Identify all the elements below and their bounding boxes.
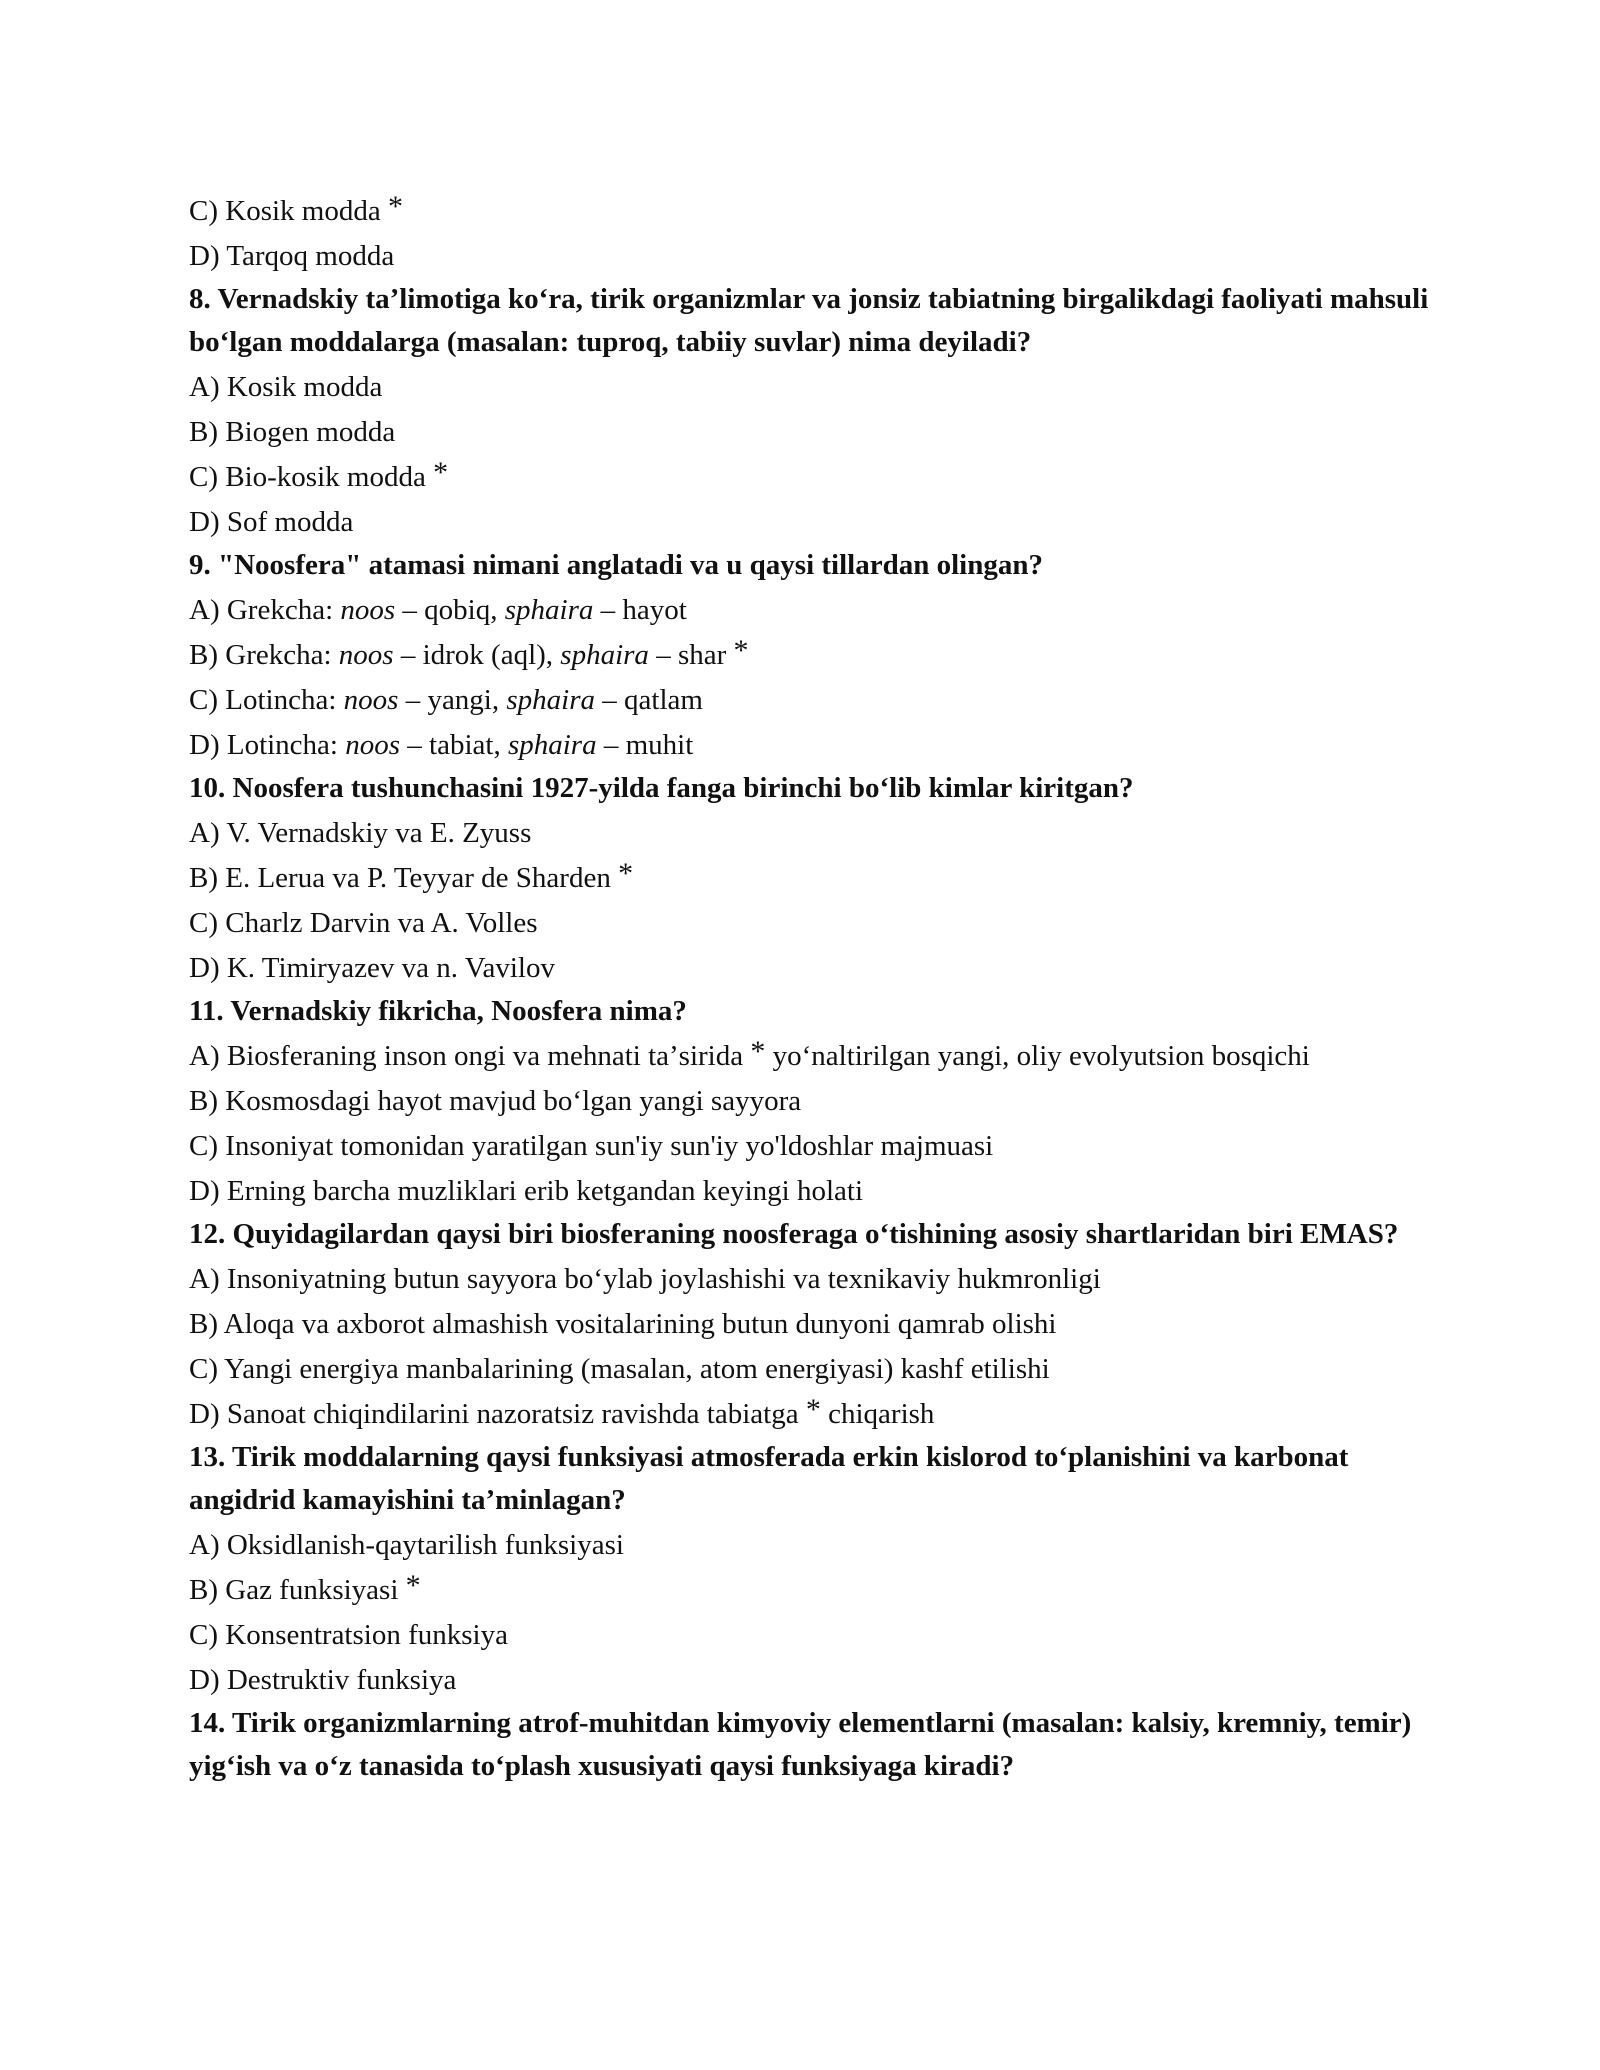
answer-option bbox=[189, 1256, 1429, 1301]
answer-option bbox=[189, 1168, 1429, 1213]
option-text: A) Biosferaning inson ongi va mehnati taʼsirida bbox=[189, 1040, 744, 1072]
question-text: 10. Noosfera tushunchasini 1927-yilda fanga birinchi boʻlib kimlar kiritgan? bbox=[189, 772, 1134, 804]
italic-term: sphaira bbox=[506, 684, 596, 716]
answer-option bbox=[189, 677, 1429, 722]
italic-term: sphaira bbox=[560, 639, 649, 671]
option-text: C) Charlz Darvin va A. Volles bbox=[189, 907, 538, 939]
option-text: – qatlam bbox=[595, 684, 703, 716]
option-text-continued: yoʻnaltirilgan yangi, oliy evolyutsion bosqichi bbox=[765, 1040, 1310, 1072]
option-text: D) Sanoat chiqindilarini nazoratsiz ravishda tabiatga bbox=[189, 1398, 799, 1430]
option-text: B) Kosmosdagi hayot mavjud boʻlgan yangi sayyora bbox=[189, 1085, 802, 1117]
answer-option bbox=[189, 1346, 1429, 1391]
question-text: 13. Tirik moddalarning qaysi funksiyasi atmosferada erkin kislorod toʻplanishini va karbonat angidrid kamayishini taʼminlagan? bbox=[189, 1441, 1349, 1516]
answer-option bbox=[189, 1612, 1429, 1657]
correct-answer-marker: * bbox=[405, 1569, 421, 1602]
question-text: 14. Tirik organizmlarning atrof-muhitdan kimyoviy elementlarni (masalan: kalsiy, kremniy, temir) yigʻish va oʻz tanasida toʻplash xususiyati qaysi funksiyaga kiradi? bbox=[189, 1707, 1412, 1782]
option-text: A) Grekcha: bbox=[189, 594, 341, 626]
answer-option bbox=[189, 1567, 1429, 1612]
option-text: B) Biogen modda bbox=[189, 416, 396, 448]
italic-term: noos bbox=[343, 684, 399, 716]
option-text: A) Oksidlanish-qaytarilish funksiyasi bbox=[189, 1529, 624, 1561]
option-text: – hayot bbox=[593, 594, 687, 626]
option-text: B) Grekcha: bbox=[189, 639, 339, 671]
answer-option bbox=[189, 810, 1429, 855]
option-text: B) Gaz funksiyasi bbox=[189, 1574, 399, 1606]
option-text: D) Erning barcha muzliklari erib ketgandan keyingi holati bbox=[189, 1175, 864, 1207]
correct-answer-marker: * bbox=[733, 634, 749, 667]
option-text: C) Konsentratsion funksiya bbox=[189, 1619, 508, 1651]
option-text: C) Lotincha: bbox=[189, 684, 344, 716]
answer-option bbox=[189, 1123, 1429, 1168]
option-text: D) Sof modda bbox=[189, 506, 354, 538]
option-text: C) Kosik modda bbox=[189, 195, 381, 227]
correct-answer-marker: * bbox=[750, 1035, 766, 1068]
italic-term: noos bbox=[340, 594, 396, 626]
option-text: – idrok (aql), bbox=[393, 639, 561, 671]
correct-answer-marker: * bbox=[433, 456, 449, 489]
option-text: A) Insoniyatning butun sayyora boʻylab joylashishi va texnikaviy hukmronligi bbox=[189, 1263, 1101, 1295]
option-text: D) K. Timiryazev va n. Vavilov bbox=[189, 952, 555, 984]
option-text: – muhit bbox=[596, 729, 694, 761]
answer-option bbox=[189, 409, 1429, 454]
answer-option bbox=[189, 900, 1429, 945]
question-text: 9. "Noosfera" atamasi nimani anglatadi va u qaysi tillardan olingan? bbox=[189, 549, 1043, 581]
option-text: – qobiq, bbox=[395, 594, 505, 626]
option-text: – shar bbox=[648, 639, 727, 671]
option-text: B) Aloqa va axborot almashish vositalarining butun dunyoni qamrab olishi bbox=[189, 1308, 1057, 1340]
answer-option bbox=[189, 855, 1429, 900]
answer-option bbox=[189, 1301, 1429, 1346]
option-text: A) V. Vernadskiy va E. Zyuss bbox=[189, 817, 532, 849]
answer-option bbox=[189, 587, 1429, 632]
italic-term: noos bbox=[338, 639, 394, 671]
option-text: C) Bio-kosik modda bbox=[189, 461, 426, 493]
answer-option bbox=[189, 1033, 1429, 1078]
italic-term: sphaira bbox=[507, 729, 597, 761]
option-text: – tabiat, bbox=[400, 729, 508, 761]
correct-answer-marker: * bbox=[618, 857, 634, 890]
option-text-continued: chiqarish bbox=[820, 1398, 935, 1430]
option-text: D) Lotincha: bbox=[189, 729, 346, 761]
question-text: 12. Quyidagilardan qaysi biri biosferaning noosferaga oʻtishining asosiy shartlaridan biri EMAS? bbox=[189, 1218, 1399, 1250]
quiz-content bbox=[189, 188, 1429, 1788]
answer-option bbox=[189, 632, 1429, 677]
answer-option bbox=[189, 188, 1429, 233]
question-text: 8. Vernadskiy taʼlimotiga koʻra, tirik organizmlar va jonsiz tabiatning birgalikdagi faoliyati mahsuli boʻlgan moddalarga (masalan: tuproq, tabiiy suvlar) nima deyiladi? bbox=[189, 283, 1429, 358]
option-text: D) Tarqoq modda bbox=[189, 240, 395, 272]
answer-option bbox=[189, 1657, 1429, 1702]
answer-option bbox=[189, 1078, 1429, 1123]
option-text: C) Insoniyat tomonidan yaratilgan sun'iy sun'iy yo'ldoshlar majmuasi bbox=[189, 1130, 994, 1162]
answer-option bbox=[189, 233, 1429, 278]
answer-option bbox=[189, 722, 1429, 767]
answer-option bbox=[189, 1522, 1429, 1567]
answer-option bbox=[189, 364, 1429, 409]
italic-term: sphaira bbox=[504, 594, 594, 626]
question-text: 11. Vernadskiy fikricha, Noosfera nima? bbox=[189, 995, 687, 1027]
option-text: B) E. Lerua va P. Teyyar de Sharden bbox=[189, 862, 611, 894]
option-text: D) Destruktiv funksiya bbox=[189, 1664, 457, 1696]
answer-option bbox=[189, 499, 1429, 544]
correct-answer-marker: * bbox=[805, 1393, 821, 1426]
italic-term: noos bbox=[345, 729, 401, 761]
answer-option bbox=[189, 945, 1429, 990]
answer-option bbox=[189, 454, 1429, 499]
option-text: A) Kosik modda bbox=[189, 371, 383, 403]
answer-option bbox=[189, 1391, 1429, 1436]
option-text: – yangi, bbox=[398, 684, 507, 716]
correct-answer-marker: * bbox=[387, 190, 403, 223]
option-text: C) Yangi energiya manbalarining (masalan, atom energiyasi) kashf etilishi bbox=[189, 1353, 1050, 1385]
